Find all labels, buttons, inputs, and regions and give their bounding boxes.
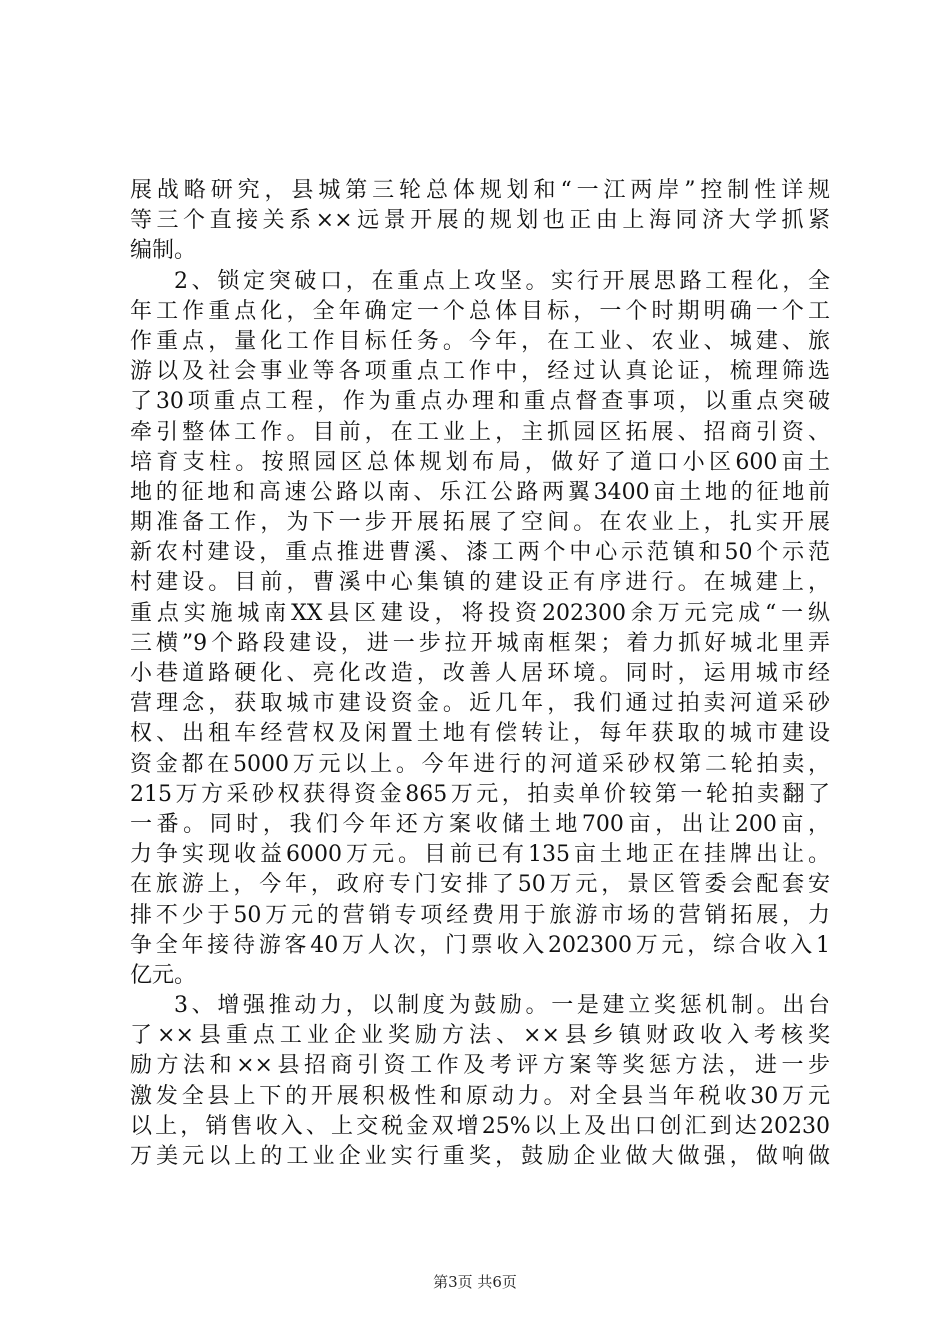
text-line: 展战略研究，县城第三轮总体规划和“一江两岸”控制性详规: [130, 178, 830, 203]
text-line: 重点实施城南XX县区建设，将投资202300余万元完成“一纵: [130, 600, 830, 626]
text-line: 激发全县上下的开展积极性和原动力。对全县当年税收30万元: [130, 1083, 830, 1109]
text-line: 作重点，量化工作目标任务。今年，在工业、农业、城建、旅: [130, 328, 830, 354]
text-line: 励方法和××县招商引资工作及考评方案等奖惩方法，进一步: [130, 1053, 830, 1079]
text-line: 新农村建设，重点推进曹溪、漆工两个中心示范镇和50个示范: [130, 540, 830, 566]
text-line: 村建设。目前，曹溪中心集镇的建设正有序进行。在城建上，: [130, 570, 830, 596]
text-line: 编制。: [130, 238, 197, 264]
text-line: 力争实现收益6000万元。目前已有135亩土地正在挂牌出让。: [130, 842, 830, 868]
text-line: 3、增强推动力，以制度为鼓励。一是建立奖惩机制。出台: [174, 993, 830, 1019]
text-line: 以上，销售收入、上交税金双增25%以上及出口创汇到达20230: [130, 1113, 830, 1139]
text-line: 一番。同时，我们今年还方案收储土地700亩，出让200亩，: [130, 811, 830, 837]
page-footer: [0, 1272, 950, 1292]
text-line: 三横”9个路段建设，进一步拉开城南框架；着力抓好城北里弄: [130, 630, 830, 656]
text-line: 牵引整体工作。目前，在工业上，主抓园区拓展、招商引资、: [130, 419, 830, 445]
text-line: 期准备工作，为下一步开展拓展了空间。在农业上，扎实开展: [130, 510, 830, 536]
text-line: 亿元。: [130, 962, 197, 988]
text-line: 权、出租车经营权及闲置土地有偿转让，每年获取的城市建设: [130, 721, 830, 747]
text-line: 215万方采砂权获得资金865万元，拍卖单价较第一轮拍卖翻了: [130, 781, 830, 807]
text-line: 了30项重点工程，作为重点办理和重点督查事项，以重点突破: [130, 389, 830, 415]
text-line: 地的征地和高速公路以南、乐江公路两翼3400亩土地的征地前: [130, 479, 830, 505]
text-line: 营理念，获取城市建设资金。近几年，我们通过拍卖河道采砂: [130, 691, 830, 717]
body-text: [130, 176, 830, 1172]
text-line: 在旅游上，今年，政府专门安排了50万元，景区管委会配套安: [130, 872, 830, 898]
page-number: 第3页 共6页: [433, 1273, 517, 1291]
text-line: 小巷道路硬化、亮化改造，改善人居环境。同时，运用城市经: [130, 661, 830, 686]
text-line: 游以及社会事业等各项重点工作中，经过认真论证，梳理筛选: [130, 359, 830, 385]
text-line: 等三个直接关系××远景开展的规划也正由上海同济大学抓紧: [130, 208, 830, 234]
text-line: 争全年接待游客40万人次，门票收入202300万元，综合收入1: [130, 932, 830, 958]
text-line: 排不少于50万元的营销专项经费用于旅游市场的营销拓展，力: [130, 902, 830, 928]
text-line: 万美元以上的工业企业实行重奖，鼓励企业做大做强，做响做: [130, 1144, 830, 1169]
text-line: 资金都在5000万元以上。今年进行的河道采砂权第二轮拍卖，: [130, 751, 830, 777]
text-line: 2、锁定突破口，在重点上攻坚。实行开展思路工程化，全: [174, 268, 830, 294]
text-line: 培育支柱。按照园区总体规划布局，做好了道口小区600亩土: [130, 449, 830, 475]
text-line: 了××县重点工业企业奖励方法、××县乡镇财政收入考核奖: [130, 1023, 830, 1049]
text-line: 年工作重点化，全年确定一个总体目标，一个时期明确一个工: [130, 298, 830, 324]
